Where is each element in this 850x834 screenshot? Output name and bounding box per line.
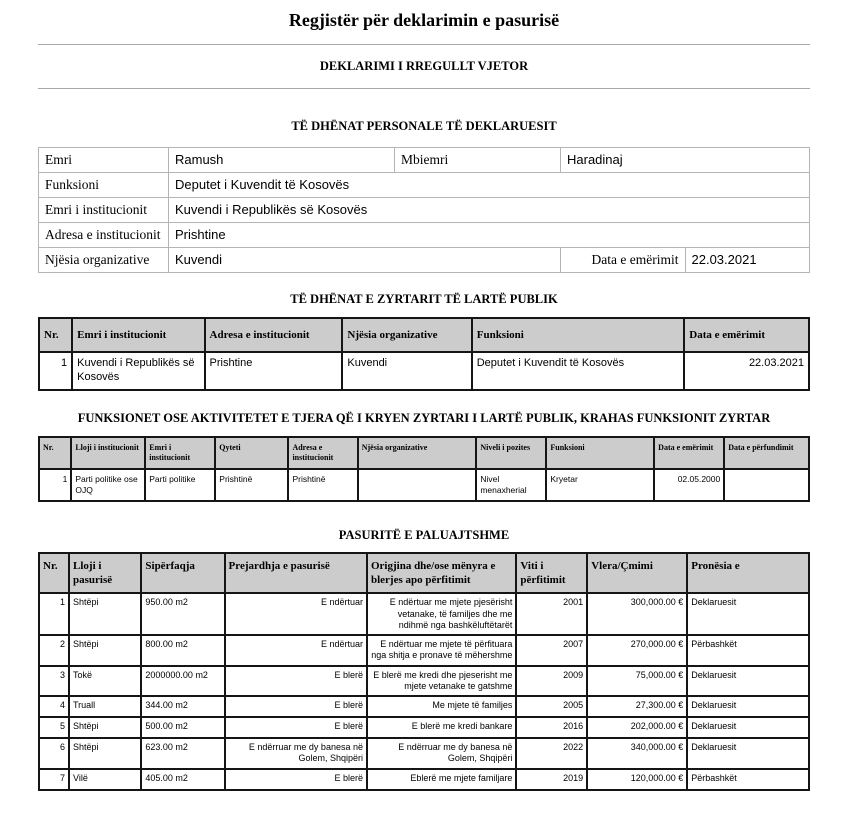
table-cell: Prishtinë bbox=[288, 469, 357, 500]
table-cell: 1 bbox=[39, 352, 72, 390]
table-cell: Prishtine bbox=[205, 352, 343, 390]
table-row bbox=[39, 148, 810, 173]
table-row bbox=[39, 469, 809, 500]
field-label-data-emerimit: Data e emërimit bbox=[561, 248, 686, 273]
column-header: Lloji i institucionit bbox=[71, 437, 145, 470]
table-cell: Shtëpi bbox=[69, 738, 141, 769]
column-header: Vlera/Çmimi bbox=[587, 553, 687, 594]
table-cell: 202,000.00 € bbox=[587, 717, 687, 738]
table-cell: 7 bbox=[39, 769, 69, 790]
table-cell: 4 bbox=[39, 696, 69, 717]
table-cell: E ndërtuar me mjete pjesërisht vetanake, të familjes dhe me ndihmë nga bashkëluftëtarët bbox=[367, 593, 516, 635]
table-cell: 2019 bbox=[516, 769, 587, 790]
table-cell: Përbashkët bbox=[687, 635, 809, 666]
document-subtitle: DEKLARIMI I RREGULLT VJETOR bbox=[319, 59, 529, 73]
table-cell: E blerë bbox=[225, 666, 367, 697]
table-row bbox=[39, 248, 810, 273]
column-header: Adresa e institucionit bbox=[205, 318, 343, 352]
field-value-njesia: Kuvendi bbox=[169, 248, 561, 273]
table-cell: E ndërtuar bbox=[225, 593, 367, 635]
table-cell: 340,000.00 € bbox=[587, 738, 687, 769]
table-cell: E blerë me kredi bankare bbox=[367, 717, 516, 738]
table-cell: Deklaruesit bbox=[687, 666, 809, 697]
table-cell: Kuvendi i Republikës së Kosovës bbox=[72, 352, 204, 390]
table-cell: Nivel menaxherial bbox=[476, 469, 546, 500]
section-heading-official: TË DHËNAT E ZYRTARIT TË LARTË PUBLIK bbox=[290, 292, 558, 306]
table-cell: E blerë me kredi dhe pjeserisht me mjete vetanake te gatshme bbox=[367, 666, 516, 697]
immovable-properties-table bbox=[38, 552, 810, 791]
table-row bbox=[39, 173, 810, 198]
section-heading-personal: TË DHËNAT PERSONALE TË DEKLARUESIT bbox=[291, 119, 557, 133]
table-cell: Deklaruesit bbox=[687, 696, 809, 717]
column-header: Adresa e institucionit bbox=[288, 437, 357, 470]
field-value-data-emerimit: 22.03.2021 bbox=[685, 248, 810, 273]
table-cell: 27,300.00 € bbox=[587, 696, 687, 717]
column-header: Njësia organizative bbox=[342, 318, 471, 352]
table-cell: Shtëpi bbox=[69, 635, 141, 666]
column-header: Emri i institucionit bbox=[145, 437, 215, 470]
other-functions-table bbox=[38, 436, 810, 502]
table-cell: 2000000.00 m2 bbox=[141, 666, 224, 697]
table-header-row bbox=[39, 553, 809, 594]
field-value-institucioni: Kuvendi i Republikës së Kosovës bbox=[169, 198, 810, 223]
table-cell: E blerë bbox=[225, 696, 367, 717]
table-cell: 800.00 m2 bbox=[141, 635, 224, 666]
table-cell: Vilë bbox=[69, 769, 141, 790]
table-cell: Me mjete të familjes bbox=[367, 696, 516, 717]
field-label-emri: Emri bbox=[39, 148, 169, 173]
personal-data-table bbox=[38, 147, 810, 273]
column-header: Qyteti bbox=[215, 437, 288, 470]
table-cell: 1 bbox=[39, 593, 69, 635]
table-row bbox=[39, 738, 809, 769]
column-header: Funksioni bbox=[472, 318, 685, 352]
table-cell: 405.00 m2 bbox=[141, 769, 224, 790]
table-row bbox=[39, 666, 809, 697]
table-cell: E ndërtuar bbox=[225, 635, 367, 666]
table-cell: E ndërruar me dy banesa në Golem, Shqipëri bbox=[367, 738, 516, 769]
column-header: Data e përfundimit bbox=[724, 437, 809, 470]
table-cell: E ndërruar me dy banesa në Golem, Shqipëri bbox=[225, 738, 367, 769]
column-header: Viti i përfitimit bbox=[516, 553, 587, 594]
column-header: Pronësia e bbox=[687, 553, 809, 594]
table-row bbox=[39, 717, 809, 738]
table-row bbox=[39, 198, 810, 223]
table-cell: Eblerë me mjete familjare bbox=[367, 769, 516, 790]
table-cell: 270,000.00 € bbox=[587, 635, 687, 666]
table-cell: 2001 bbox=[516, 593, 587, 635]
field-value-mbiemri: Haradinaj bbox=[561, 148, 810, 173]
table-cell: Deklaruesit bbox=[687, 593, 809, 635]
table-cell: 2 bbox=[39, 635, 69, 666]
table-cell: 2022 bbox=[516, 738, 587, 769]
table-cell: 300,000.00 € bbox=[587, 593, 687, 635]
column-header: Niveli i pozites bbox=[476, 437, 546, 470]
table-cell: 950.00 m2 bbox=[141, 593, 224, 635]
column-header: Origjina dhe/ose mënyra e blerjes apo përfitimit bbox=[367, 553, 516, 594]
table-cell: 120,000.00 € bbox=[587, 769, 687, 790]
table-row bbox=[39, 352, 809, 390]
table-cell: E ndërtuar me mjete të përfituara nga shitja e pronave të mëhershme bbox=[367, 635, 516, 666]
official-data-table bbox=[38, 317, 810, 391]
table-cell: 500.00 m2 bbox=[141, 717, 224, 738]
table-cell: Përbashkët bbox=[687, 769, 809, 790]
table-cell: Deklaruesit bbox=[687, 717, 809, 738]
table-cell: Truall bbox=[69, 696, 141, 717]
column-header: Njësia organizative bbox=[358, 437, 477, 470]
section-heading-properties: PASURITË E PALUAJTSHME bbox=[338, 527, 510, 542]
table-cell: 75,000.00 € bbox=[587, 666, 687, 697]
table-row bbox=[39, 593, 809, 635]
column-header: Funksioni bbox=[546, 437, 654, 470]
table-cell: Kryetar bbox=[546, 469, 654, 500]
table-cell: 02.05.2000 bbox=[654, 469, 724, 500]
column-header: Nr. bbox=[39, 553, 69, 594]
table-cell: Tokë bbox=[69, 666, 141, 697]
table-row bbox=[39, 223, 810, 248]
field-label-institucioni: Emri i institucionit bbox=[39, 198, 169, 223]
column-header: Emri i institucionit bbox=[72, 318, 204, 352]
divider bbox=[38, 88, 810, 89]
table-cell: 1 bbox=[39, 469, 71, 500]
field-label-adresa: Adresa e institucionit bbox=[39, 223, 169, 248]
section-heading-functions: FUNKSIONET OSE AKTIVITETET E TJERA QË I KRYEN ZYRTARI I LARTË PUBLIK, KRAHAS FUNKSIONIT ZYRTAR bbox=[77, 410, 771, 425]
column-header: Data e emërimit bbox=[684, 318, 809, 352]
table-cell: Parti politike bbox=[145, 469, 215, 500]
document-title: Regjistër për deklarimin e pasurisë bbox=[288, 10, 560, 30]
table-cell: Shtëpi bbox=[69, 593, 141, 635]
table-cell: 3 bbox=[39, 666, 69, 697]
table-row bbox=[39, 635, 809, 666]
table-cell: Prishtinë bbox=[215, 469, 288, 500]
column-header: Prejardhja e pasurisë bbox=[225, 553, 367, 594]
column-header: Lloji i pasurisë bbox=[69, 553, 141, 594]
field-label-njesia: Njësia organizative bbox=[39, 248, 169, 273]
column-header: Nr. bbox=[39, 318, 72, 352]
table-cell: Deklaruesit bbox=[687, 738, 809, 769]
table-row bbox=[39, 696, 809, 717]
table-cell: 22.03.2021 bbox=[684, 352, 809, 390]
table-cell: 2005 bbox=[516, 696, 587, 717]
table-header-row bbox=[39, 437, 809, 470]
field-label-mbiemri: Mbiemri bbox=[395, 148, 561, 173]
table-cell: 344.00 m2 bbox=[141, 696, 224, 717]
column-header: Data e emërimit bbox=[654, 437, 724, 470]
field-value-funksioni: Deputet i Kuvendit të Kosovës bbox=[169, 173, 810, 198]
table-cell bbox=[358, 469, 477, 500]
table-cell: E blerë bbox=[225, 769, 367, 790]
table-cell: 6 bbox=[39, 738, 69, 769]
column-header: Nr. bbox=[39, 437, 71, 470]
table-header-row bbox=[39, 318, 809, 352]
table-cell: E blerë bbox=[225, 717, 367, 738]
table-cell: Deputet i Kuvendit të Kosovës bbox=[472, 352, 685, 390]
table-cell: 2007 bbox=[516, 635, 587, 666]
divider bbox=[38, 44, 810, 45]
table-cell: 5 bbox=[39, 717, 69, 738]
table-cell: Kuvendi bbox=[342, 352, 471, 390]
field-value-adresa: Prishtine bbox=[169, 223, 810, 248]
table-cell: Shtëpi bbox=[69, 717, 141, 738]
column-header: Sipërfaqja bbox=[141, 553, 224, 594]
table-cell bbox=[724, 469, 809, 500]
field-label-funksioni: Funksioni bbox=[39, 173, 169, 198]
field-value-emri: Ramush bbox=[169, 148, 395, 173]
table-cell: 2009 bbox=[516, 666, 587, 697]
table-cell: 2016 bbox=[516, 717, 587, 738]
table-cell: 623.00 m2 bbox=[141, 738, 224, 769]
table-cell: Parti politike ose OJQ bbox=[71, 469, 145, 500]
table-row bbox=[39, 769, 809, 790]
